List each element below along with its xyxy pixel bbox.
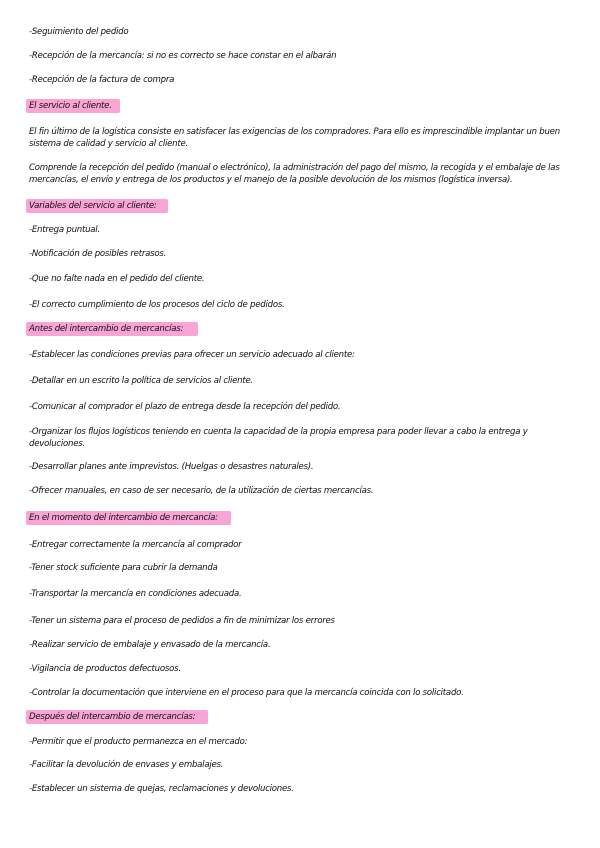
paragraph: El fin último de la logística consiste en satisfacer las exigencias de los compradores. Para ello es imprescindible implantar un buen sistema de calidad y servicio al cliente. [29,127,560,149]
list-item: -Establecer las condiciones previas para ofrecer un servicio adecuado al cliente: [29,350,355,360]
list-item: -Que no falte nada en el pedido del cliente. [29,274,205,284]
list-item: -Seguimiento del pedido [29,27,129,37]
list-item: -Detallar en un escrito la política de servicios al cliente. [29,376,253,386]
section-heading: Antes del intercambio de mercancías: [29,324,184,334]
list-item: -Desarrollar planes ante imprevistos. (Huelgas o desastres naturales). [29,462,314,472]
section-heading: Después del intercambio de mercancías: [29,712,196,722]
list-item: -Vigilancia de productos defectuosos. [29,664,181,674]
section-heading: Variables del servicio al cliente: [29,201,157,211]
list-item: -Entregar correctamente la mercancía al comprador [29,540,242,550]
list-item: -Recepción de la mercancía: si no es correcto se hace constar en el albarán [29,51,337,61]
list-item: -Notificación de posibles retrasos. [29,249,167,259]
list-item: -Tener stock suficiente para cubrir la demanda [29,563,218,573]
list-item: -Permitir que el producto permanezca en el mercado: [29,737,248,747]
list-item: -Ofrecer manuales, en caso de ser necesario, de la utilización de ciertas mercancías. [29,486,374,496]
list-item: -Organizar los flujos logísticos teniendo en cuenta la capacidad de la propia empresa para poder llevar a cabo la entrega y devoluciones. [29,427,528,449]
list-item: -Realizar servicio de embalaje y envasado de la mercancía. [29,640,271,650]
section-heading: El servicio al cliente. [29,101,112,111]
list-item: -Recepción de la factura de compra [29,75,175,85]
section-heading: En el momento del intercambio de mercancía: [29,513,218,523]
list-item: -Comunicar al comprador el plazo de entrega desde la recepción del pedido. [29,402,341,412]
paragraph: Comprende la recepción del pedido (manual o electrónico), la administración del pago del mismo, la recogida y el embalaje de las mercancías, el envío y entrega de los productos y el manejo de la posible devolución de los mismos (logística inversa). [29,163,560,185]
list-item: -Establecer un sistema de quejas, reclamaciones y devoluciones. [29,784,294,794]
list-item: -Transportar la mercancía en condiciones adecuada. [29,589,242,599]
list-item: -El correcto cumplimiento de los procesos del ciclo de pedidos. [29,300,285,310]
list-item: -Tener un sistema para el proceso de pedidos a fin de minimizar los errores [29,616,335,626]
list-item: -Entrega puntual. [29,225,100,235]
list-item: -Controlar la documentación que interviene en el proceso para que la mercancía coincida con lo solicitado. [29,688,464,698]
list-item: -Facilitar la devolución de envases y embalajes. [29,760,224,770]
